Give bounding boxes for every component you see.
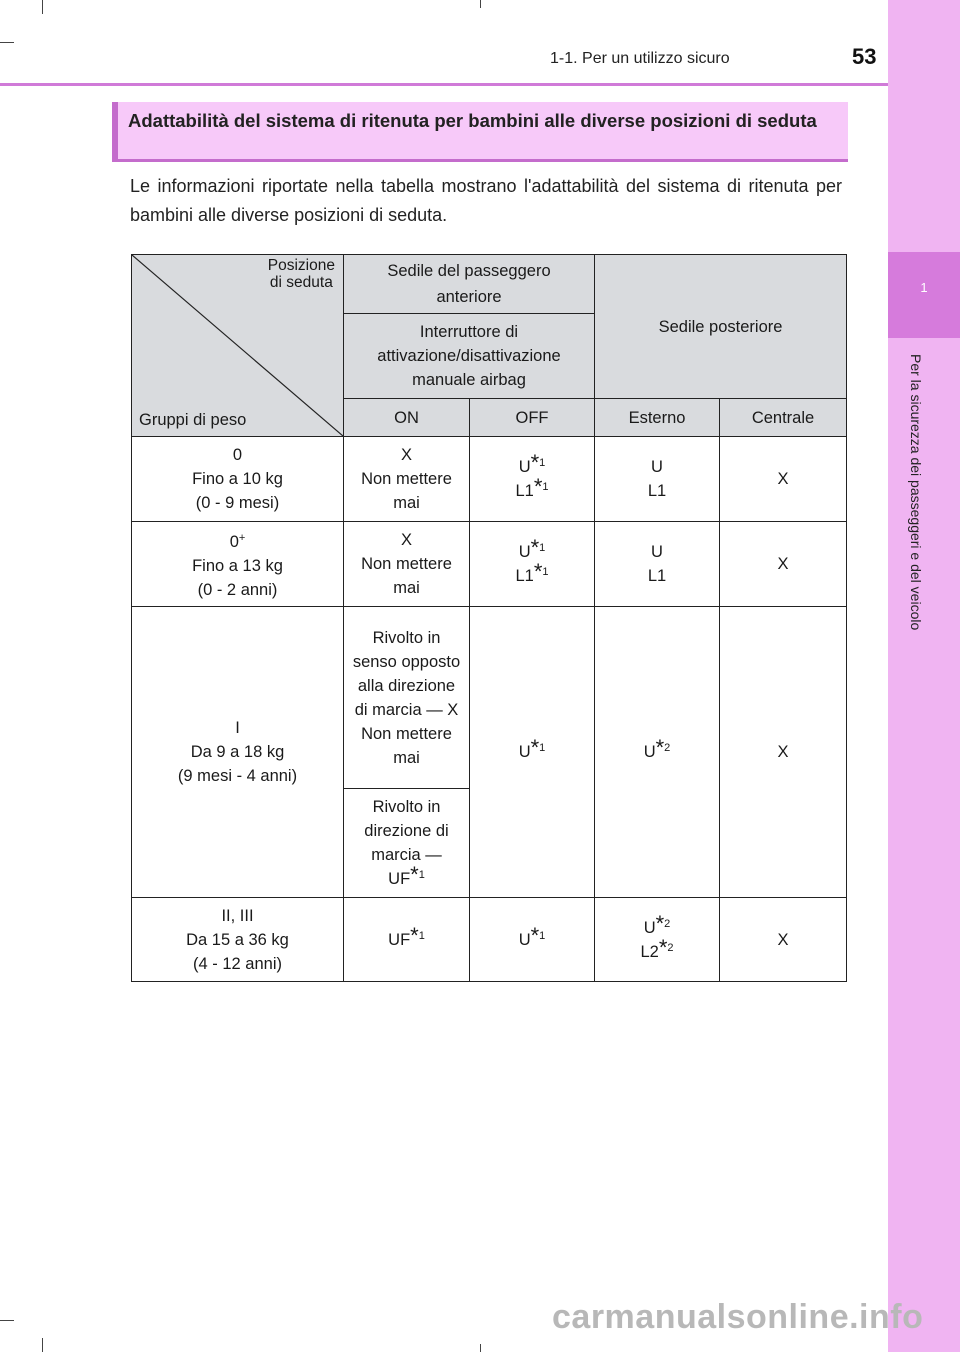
asterisk-icon: * <box>655 910 665 936</box>
col-header-center: Centrale <box>720 399 847 437</box>
cell-value: L1 <box>647 482 667 500</box>
cell-center: X <box>720 437 847 522</box>
cell-value: L1 <box>515 482 534 500</box>
intro-paragraph: Le informazioni riportate nella tabella mostrano l'adattabilità del sistema di ritenuta per bambini alle diverse posizioni di seduta. <box>130 176 842 225</box>
cell-off <box>470 437 595 522</box>
table-row <box>132 607 847 789</box>
table-row <box>132 898 847 982</box>
asterisk-icon: * <box>410 862 419 887</box>
chapter-side-tab <box>888 0 960 1352</box>
rear-seat-header: Sedile posteriore <box>595 255 847 399</box>
section-title: Adattabilità del sistema di ritenuta per bambini alle diverse posizioni di seduta <box>128 110 817 131</box>
asterisk-icon: * <box>533 559 543 584</box>
crop-mark <box>480 1344 481 1352</box>
cell-value: L1 <box>647 567 667 585</box>
group-superscript: + <box>238 532 246 544</box>
cell-on-rear-facing: Rivolto in senso opposto alla direzione di marcia — X Non mettere mai <box>344 607 470 789</box>
group-age: (4 - 12 anni) <box>193 954 282 973</box>
crop-mark <box>42 1338 43 1352</box>
asterisk-icon: * <box>530 535 540 560</box>
group-label: 0 <box>232 446 243 464</box>
footnote-ref: 1 <box>539 929 546 942</box>
cell-value: X <box>400 531 412 549</box>
footnote-ref: 2 <box>667 941 674 954</box>
front-seat-header: Sedile del passeggero anteriore <box>344 255 595 314</box>
cell-center: X <box>720 607 847 898</box>
cell-value: L1 <box>515 567 534 585</box>
cell-value: U <box>643 918 656 937</box>
col-header-off: OFF <box>470 399 595 437</box>
cell-value: UF <box>388 930 411 949</box>
footnote-ref: 1 <box>539 457 546 469</box>
weight-group-cell <box>132 607 344 898</box>
col-header-outer: Esterno <box>595 399 720 437</box>
running-header: 1-1. Per un utilizzo sicuro <box>550 50 730 67</box>
footnote-ref: 2 <box>664 742 671 754</box>
footnote-ref: 1 <box>539 742 546 754</box>
crop-mark <box>0 1320 14 1321</box>
corner-seat-position-label <box>268 257 335 291</box>
cell-value: L2 <box>640 942 659 961</box>
table-row <box>132 522 847 607</box>
asterisk-icon: * <box>530 735 540 760</box>
header-rule <box>0 83 888 86</box>
cell-value: UF <box>388 870 411 888</box>
table-row <box>132 437 847 522</box>
asterisk-icon: * <box>655 735 665 760</box>
group-label: 0 <box>229 533 239 551</box>
footnote-ref: 2 <box>664 917 671 930</box>
asterisk-icon: * <box>658 934 668 960</box>
footnote-ref: 1 <box>542 481 549 493</box>
group-label: II, III <box>221 906 254 925</box>
cell-value: U <box>518 930 531 949</box>
weight-group-cell <box>132 898 344 982</box>
col-header-on: ON <box>344 399 470 437</box>
cell-on <box>344 437 470 522</box>
group-weight: Fino a 13 kg <box>192 557 283 575</box>
weight-group-cell <box>132 437 344 522</box>
cell-center: X <box>720 898 847 982</box>
cell-outer <box>595 437 720 522</box>
cell-note: Rivolto in direzione di marcia — <box>364 798 449 864</box>
cell-outer <box>595 522 720 607</box>
cell-on <box>344 522 470 607</box>
group-weight: Fino a 10 kg <box>192 470 283 488</box>
cell-value: U <box>518 543 531 561</box>
chapter-number-tab <box>888 252 960 338</box>
airbag-switch-header: Interruttore di attivazione/disattivazione manuale airbag <box>344 314 595 399</box>
group-weight: Da 9 a 18 kg <box>190 743 285 761</box>
cell-note: Non mettere mai <box>361 470 452 512</box>
asterisk-icon: * <box>530 450 540 475</box>
cell-outer <box>595 898 720 982</box>
cell-on-forward-facing <box>344 789 470 898</box>
cell-on <box>344 898 470 982</box>
page-number: 53 <box>852 44 877 69</box>
crop-mark <box>480 0 481 8</box>
cell-note: Non mettere mai <box>361 555 452 597</box>
corner-label-line2: di seduta <box>269 274 333 291</box>
group-age: (9 mesi - 4 anni) <box>177 767 298 785</box>
chapter-title: Per la sicurezza dei passeggeri e del veicolo <box>908 354 924 631</box>
cell-value: U <box>651 458 663 476</box>
group-age: (0 - 9 mesi) <box>195 494 280 512</box>
corner-label-line1: Posizione <box>267 257 335 274</box>
crop-mark <box>42 0 43 14</box>
asterisk-icon: * <box>410 922 419 948</box>
footnote-ref: 1 <box>542 566 549 578</box>
chapter-number: 1 <box>920 280 928 295</box>
section-heading <box>112 102 848 162</box>
footnote-ref: 1 <box>418 869 425 881</box>
corner-weight-group-label: Gruppi di peso <box>139 411 247 429</box>
cell-value: U <box>518 743 531 761</box>
crop-mark <box>0 42 14 43</box>
cell-value: U <box>518 458 531 476</box>
group-weight: Da 15 a 36 kg <box>186 930 289 949</box>
cell-off <box>470 522 595 607</box>
cell-off <box>470 607 595 898</box>
cell-center: X <box>720 522 847 607</box>
cell-off <box>470 898 595 982</box>
group-age: (0 - 2 anni) <box>197 581 278 599</box>
footnote-ref: 1 <box>539 542 546 554</box>
child-restraint-table <box>131 254 847 982</box>
cell-value: U <box>643 743 656 761</box>
cell-value: X <box>400 446 412 464</box>
cell-outer <box>595 607 720 898</box>
asterisk-icon: * <box>533 474 543 499</box>
watermark: carmanualsonline.info <box>552 1298 924 1336</box>
weight-group-cell <box>132 522 344 607</box>
cell-value: U <box>651 543 663 561</box>
group-label: I <box>235 719 240 737</box>
footnote-ref: 1 <box>418 929 425 942</box>
asterisk-icon: * <box>530 922 540 948</box>
table-corner-cell <box>132 255 344 437</box>
